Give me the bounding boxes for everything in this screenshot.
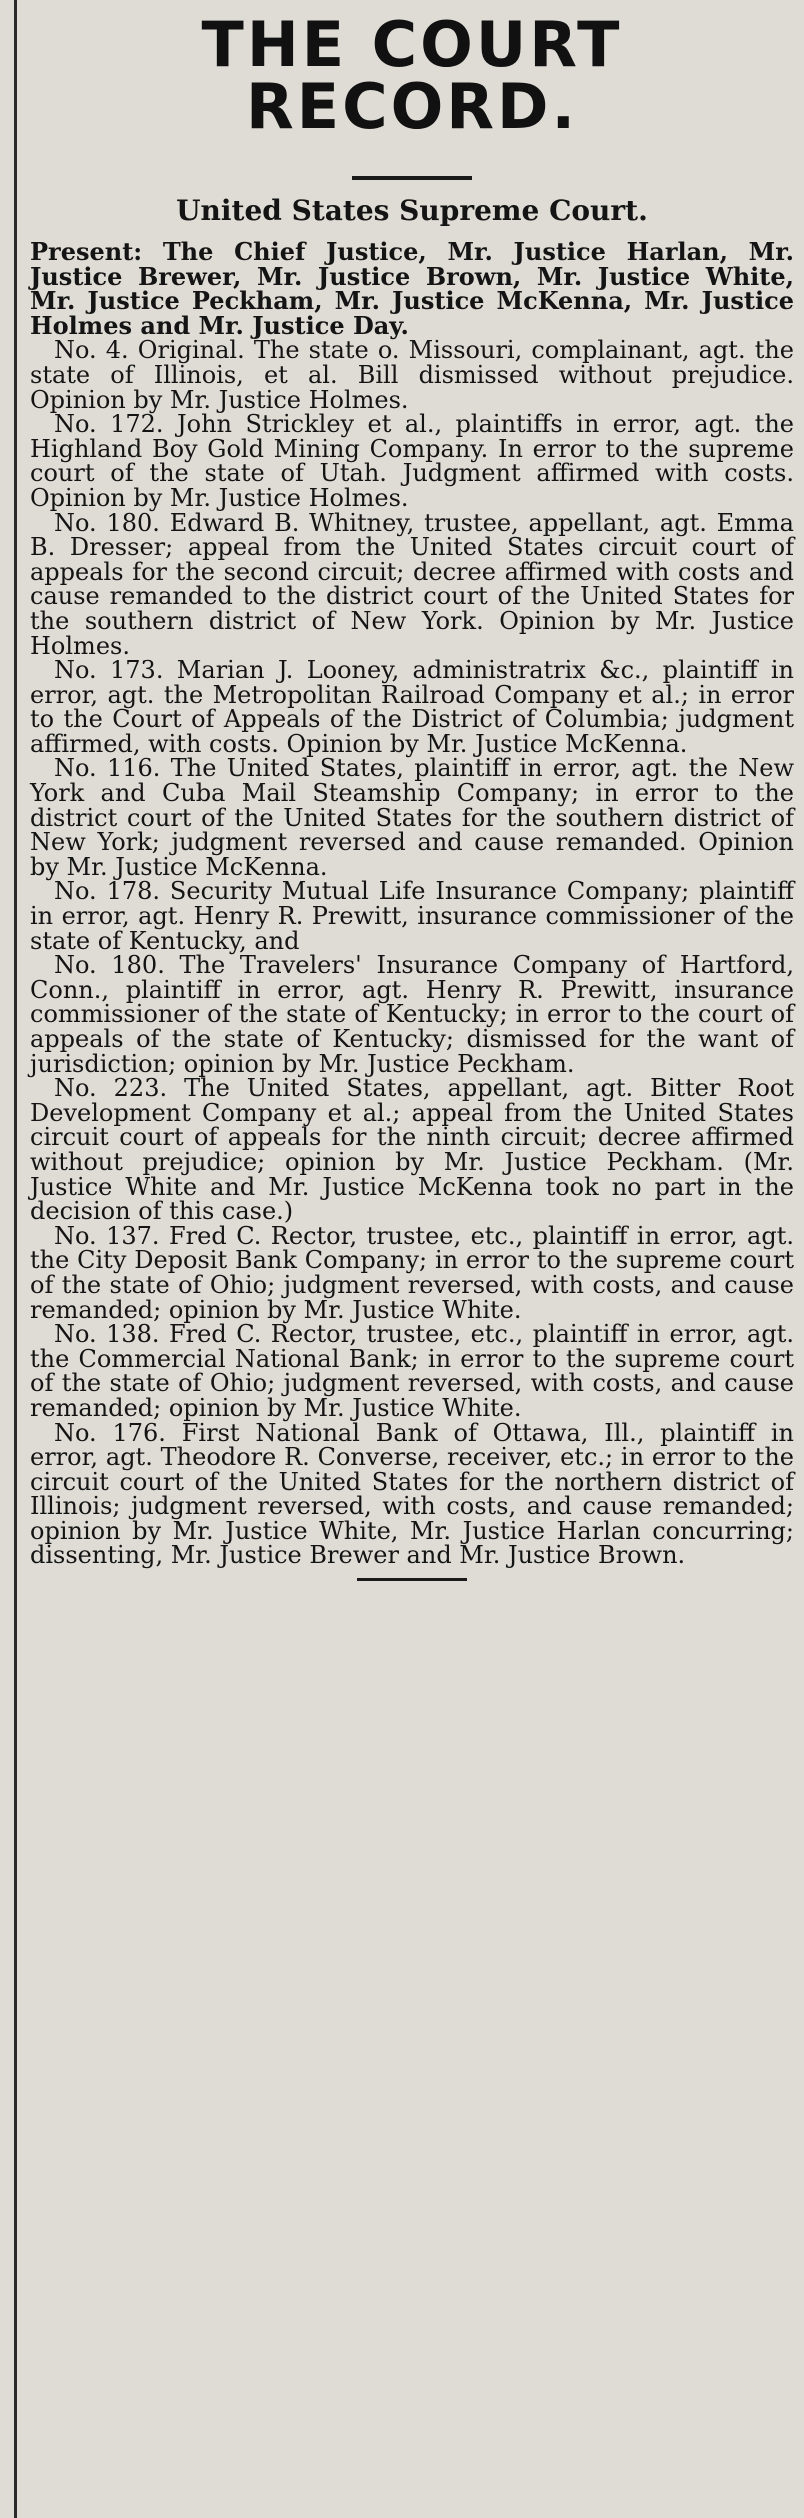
- case-paragraph: No. 137. Fred C. Rector, trustee, etc., plaintiff in error, agt. the City Deposit Bank Company; in error to the supreme court of the state of Ohio; judgment reversed, with costs, and cause remanded; opinion by Mr. Justice White.: [30, 1221, 794, 1324]
- case-paragraph: No. 4. Original. The state o. Missouri, complainant, agt. the state of Illinois, et al. Bill dismissed without prejudice. Opinion by Mr. Justice Holmes.: [30, 336, 794, 414]
- case-paragraph: No. 138. Fred C. Rector, trustee, etc., plaintiff in error, agt. the Commercial National Bank; in error to the supreme court of the state of Ohio; judgment reversed, with costs, and cause remanded; opinion by Mr. Justice White.: [30, 1320, 794, 1422]
- present-paragraph: Present: The Chief Justice, Mr. Justice Harlan, Mr. Justice Brewer, Mr. Justice Brown, Mr. Justice White, Mr. Justice Peckham, Mr. Justice McKenna, Mr. Justice Holmes and Mr. Justice Day.: [30, 237, 794, 340]
- case-paragraph: No. 223. The United States, appellant, agt. Bitter Root Development Company et al.; appeal from the United States circuit court of appeals for the ninth circuit; decree affirmed without prejudice; opinion by Mr. Justice Peckham. (Mr. Justice White and Mr. Justice McKenna took no part in the decision of this case.): [30, 1074, 794, 1226]
- case-paragraph: No. 180. Edward B. Whitney, trustee, appellant, agt. Emma B. Dresser; appeal from the United States circuit court of appeals for the second circuit; decree affirmed with costs and cause remanded to the district court of the United States for the southern district of New York. Opinion by Mr. Justice Holmes.: [30, 508, 794, 660]
- column-rule: [14, 0, 17, 2518]
- case-paragraph: No. 178. Security Mutual Life Insurance Company; plaintiff in error, agt. Henry R. Prewitt, insurance commissioner of the state of Kentucky, and: [30, 877, 794, 955]
- case-paragraph: No. 172. John Strickley et al., plaintiffs in error, agt. the Highland Boy Gold Mining Company. In error to the supreme court of the state of Utah. Judgment affirmed with costs. Opinion by Mr. Justice Holmes.: [30, 410, 794, 512]
- case-paragraph: No. 180. The Travelers' Insurance Company of Hartford, Conn., plaintiff in error, agt. Henry R. Prewitt, insurance commissioner of the state of Kentucky; in error to the court of appeals of the state of Kentucky; dismissed for the want of jurisdiction; opinion by Mr. Justice Peckham.: [30, 951, 794, 1078]
- header-divider: [352, 176, 472, 180]
- article-body: [30, 237, 794, 1570]
- footer-divider: [357, 1578, 467, 1581]
- case-paragraph: No. 176. First National Bank of Ottawa, Ill., plaintiff in error, agt. Theodore R. Converse, receiver, etc.; in error to the circuit court of the United States for the northern district of Illinois; judgment reversed, with costs, and cause remanded; opinion by Mr. Justice White, Mr. Justice Harlan concurring; dissenting, Mr. Justice Brewer and Mr. Justice Brown.: [30, 1418, 794, 1570]
- case-paragraph: No. 173. Marian J. Looney, administratrix &c., plaintiff in error, agt. the Metropolitan Railroad Company et al.; in error to the Court of Appeals of the District of Columbia; judgment affirmed, with costs. Opinion by Mr. Justice McKenna.: [30, 656, 794, 758]
- court-title: United States Supreme Court.: [176, 194, 648, 227]
- case-paragraph: No. 116. The United States, plaintiff in error, agt. the New York and Cuba Mail Steamship Company; in error to the district court of the United States for the southern district of New York; judgment reversed and cause remanded. Opinion by Mr. Justice McKenna.: [30, 754, 794, 881]
- masthead: THE COURT RECORD.: [201, 8, 623, 143]
